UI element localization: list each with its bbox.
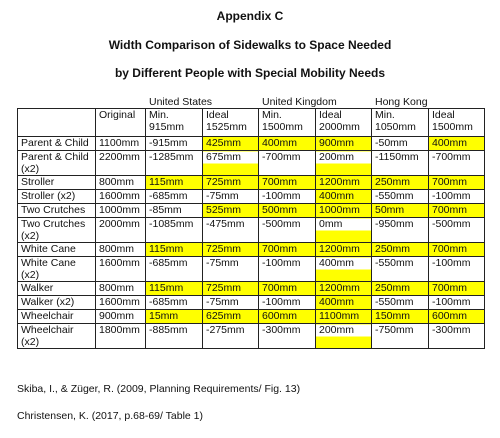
column-header-line: Min. [262,109,282,121]
table-cell: -915mm [146,137,203,151]
table-cell: -100mm [259,296,316,310]
table-cell: -275mm [203,324,259,349]
row-label [18,310,96,324]
reference-christensen: Christensen, K. (2017, p.68-69/ Table 1) [17,410,204,422]
row-label-line: White Cane [21,257,76,269]
row-label [18,190,96,204]
table-cell: -50mm [372,137,429,151]
table-cell: -75mm [203,190,259,204]
column-header-line: 1525mm [206,121,247,133]
table-cell: -100mm [429,257,485,282]
table-row [18,257,485,282]
table-cell: -100mm [429,190,485,204]
table-cell: 1200mm [316,282,372,296]
table-cell: 725mm [203,176,259,190]
table-cell: 600mm [259,310,316,324]
table-cell: -700mm [429,151,485,176]
table-row [18,310,485,324]
table-cell: -1085mm [146,218,203,243]
table-cell: 1600mm [96,190,146,204]
table-cell: 900mm [316,137,372,151]
table-cell: 800mm [96,243,146,257]
table-cell: -550mm [372,190,429,204]
table-cell: 115mm [146,243,203,257]
table-cell: 700mm [259,243,316,257]
table-cell: 50mm [372,204,429,218]
document-subtitle: by Different People with Special Mobility Needs [114,66,386,80]
table-cell: -85mm [146,204,203,218]
table-cell: -550mm [372,257,429,282]
table-cell: 700mm [429,282,485,296]
column-header-line: 1050mm [375,121,416,133]
row-label-line: Parent & Child [21,137,89,149]
row-label-line: Parent & Child [21,151,89,163]
table-cell: 400mm [316,296,372,310]
table-cell: 115mm [146,282,203,296]
table-cell: -685mm [146,296,203,310]
row-label [18,218,96,243]
table-cell: 250mm [372,282,429,296]
table-cell: 725mm [203,243,259,257]
column-header-line: Min. [375,109,395,121]
row-label-line: Wheelchair [21,324,74,336]
table-cell: 1000mm [96,204,146,218]
table-cell: 700mm [429,243,485,257]
table-cell: 250mm [372,176,429,190]
table-cell: 700mm [259,176,316,190]
column-header [259,109,316,137]
table-cell: 400mm [429,137,485,151]
column-header-line: 1500mm [432,121,473,133]
row-label [18,257,96,282]
table-cell: 725mm [203,282,259,296]
group-header-united-states: United States [149,96,213,108]
table-cell: -100mm [259,190,316,204]
row-label-line: Stroller (x2) [21,190,76,202]
table-cell: 1800mm [96,324,146,349]
table-cell: 625mm [203,310,259,324]
appendix-title: Appendix C [216,9,284,23]
column-header-line: 915mm [149,121,185,133]
row-label [18,243,96,257]
row-label-line: (x2) [21,336,40,348]
table-cell: 0mm [316,218,372,243]
table-row [18,218,485,243]
row-label-line: (x2) [21,269,40,281]
row-label [18,204,96,218]
column-header-line: Min. [149,109,169,121]
table-cell: 700mm [259,282,316,296]
table-cell: 2200mm [96,151,146,176]
table-cell: 1100mm [316,310,372,324]
table-cell: -100mm [429,296,485,310]
row-label-line: White Cane [21,243,76,255]
table-cell: 500mm [259,204,316,218]
group-header-hong-kong: Hong Kong [375,96,428,108]
table-cell: 1200mm [316,176,372,190]
table-cell: 600mm [429,310,485,324]
table-cell: -685mm [146,257,203,282]
column-header-line: Original [99,109,136,121]
column-header [203,109,259,137]
table-row [18,296,485,310]
table-cell: 1600mm [96,257,146,282]
group-header-united-kingdom: United Kingdom [262,96,337,108]
table-cell: 2000mm [96,218,146,243]
row-label-line: Two Crutches [21,204,86,216]
table-cell: -475mm [203,218,259,243]
table-cell: 200mm [316,151,372,176]
column-header [146,109,203,137]
table-row [18,137,485,151]
table-row [18,324,485,349]
row-label [18,282,96,296]
table-cell: 15mm [146,310,203,324]
table-row [18,282,485,296]
column-header [372,109,429,137]
table-cell: 400mm [259,137,316,151]
column-header-line: 1500mm [262,121,303,133]
row-label [18,137,96,151]
table-cell: 200mm [316,324,372,349]
table-cell: 425mm [203,137,259,151]
table-cell: 1000mm [316,204,372,218]
table-cell: -1285mm [146,151,203,176]
table-cell: -700mm [259,151,316,176]
table-cell: -75mm [203,257,259,282]
table-cell: -75mm [203,296,259,310]
row-label [18,176,96,190]
row-label [18,151,96,176]
reference-skiba: Skiba, I., & Züger, R. (2009, Planning Requirements/ Fig. 13) [17,383,301,395]
table-cell: -950mm [372,218,429,243]
table-cell: -300mm [259,324,316,349]
row-label-line: Stroller [21,176,55,188]
table-cell: 1200mm [316,243,372,257]
row-label-line: Two Crutches [21,218,86,230]
table-cell: 1600mm [96,296,146,310]
table-cell: 250mm [372,243,429,257]
row-label [18,324,96,349]
row-label-line: (x2) [21,163,40,175]
column-header [316,109,372,137]
column-header [96,109,146,137]
table-row [18,190,485,204]
column-header-line: Ideal [319,109,342,121]
table-cell: -500mm [429,218,485,243]
table-row [18,204,485,218]
row-label-line: Wheelchair [21,310,74,322]
row-label [18,296,96,310]
table-cell: 400mm [316,190,372,204]
table-row [18,176,485,190]
table-header-row [18,109,485,137]
table-row [18,151,485,176]
table-cell: 400mm [316,257,372,282]
table-cell: 900mm [96,310,146,324]
table-cell: -500mm [259,218,316,243]
table-cell: 675mm [203,151,259,176]
column-header-line: 2000mm [319,121,360,133]
column-header [18,109,96,137]
table-cell: -100mm [259,257,316,282]
table-cell: 800mm [96,282,146,296]
table-cell: -885mm [146,324,203,349]
column-header-line: Ideal [206,109,229,121]
table-cell: 115mm [146,176,203,190]
table-cell: -300mm [429,324,485,349]
table-cell: 150mm [372,310,429,324]
table-cell: 700mm [429,176,485,190]
table-cell: -685mm [146,190,203,204]
column-header-line: Ideal [432,109,455,121]
table-cell: 800mm [96,176,146,190]
column-header [429,109,485,137]
row-label-line: Walker [21,282,54,294]
document-title: Width Comparison of Sidewalks to Space Needed [108,38,392,52]
row-label-line: (x2) [21,230,40,242]
comparison-table [17,108,485,349]
table-cell: 700mm [429,204,485,218]
table-cell: -550mm [372,296,429,310]
table-row [18,243,485,257]
table-cell: 1100mm [96,137,146,151]
table-cell: 525mm [203,204,259,218]
table-cell: -1150mm [372,151,429,176]
table-cell: -750mm [372,324,429,349]
row-label-line: Walker (x2) [21,296,75,308]
